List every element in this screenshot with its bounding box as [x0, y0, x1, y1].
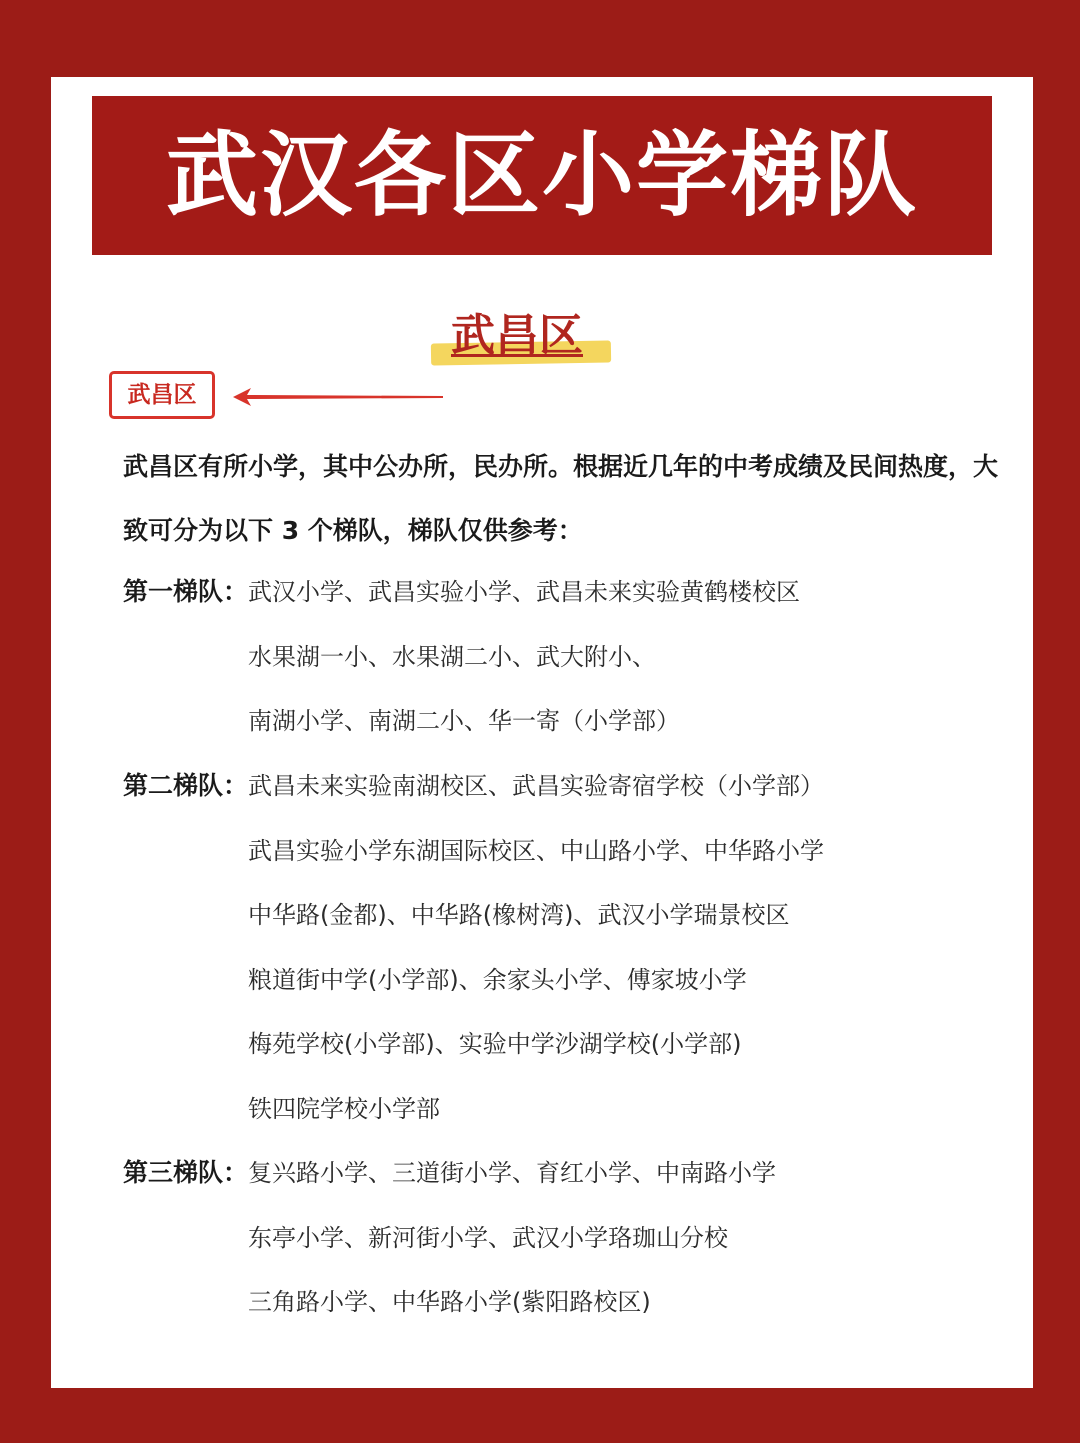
school-line: 中华路(金都)、中华路(橡树湾)、武汉小学瑞景校区 — [248, 901, 790, 930]
school-line: 东亭小学、新河街小学、武汉小学珞珈山分校 — [248, 1223, 728, 1252]
school-line: 梅苑学校(小学部)、实验中学沙湖学校(小学部) — [248, 1030, 742, 1059]
tier-school-list — [248, 560, 978, 754]
school-line: 三角路小学、中华路小学(紫阳路校区) — [248, 1288, 651, 1317]
school-line: 武昌实验小学东湖国际校区、中山路小学、中华路小学 — [248, 836, 824, 865]
tier-label: 第三梯队： — [123, 1158, 249, 1187]
school-line: 复兴路小学、三道街小学、育红小学、中南路小学 — [248, 1159, 776, 1187]
school-line: 铁四院学校小学部 — [248, 1094, 440, 1123]
school-line: 粮道街中学(小学部)、余家头小学、傅家坡小学 — [248, 965, 747, 994]
page-title: 武汉各区小学梯队 — [165, 121, 918, 229]
content-card — [51, 77, 1033, 1388]
tier-school-list — [248, 1141, 978, 1335]
tier-label: 第二梯队： — [123, 771, 249, 800]
title-banner — [92, 96, 992, 255]
arrow-left-icon — [229, 385, 447, 409]
tier-label: 第一梯队： — [123, 577, 249, 606]
school-line: 南湖小学、南湖二小、华一寄（小学部） — [248, 707, 680, 736]
district-heading-text: 武昌区 — [451, 310, 583, 361]
school-line: 水果湖一小、水果湖二小、武大附小、 — [248, 642, 656, 671]
intro-paragraph: 武昌区有所小学，其中公办所，民办所。根据近几年的中考成绩及民间热度，大致可分为以下 3 个梯队，梯队仅供参考： — [123, 452, 999, 545]
district-heading — [423, 306, 663, 374]
school-line: 武汉小学、武昌实验小学、武昌未来实验黄鹤楼校区 — [248, 578, 800, 606]
district-tag — [109, 371, 215, 419]
tier-school-list — [248, 754, 978, 1142]
school-line: 武昌未来实验南湖校区、武昌实验寄宿学校（小学部） — [248, 772, 824, 800]
district-tag-label: 武昌区 — [127, 381, 197, 408]
